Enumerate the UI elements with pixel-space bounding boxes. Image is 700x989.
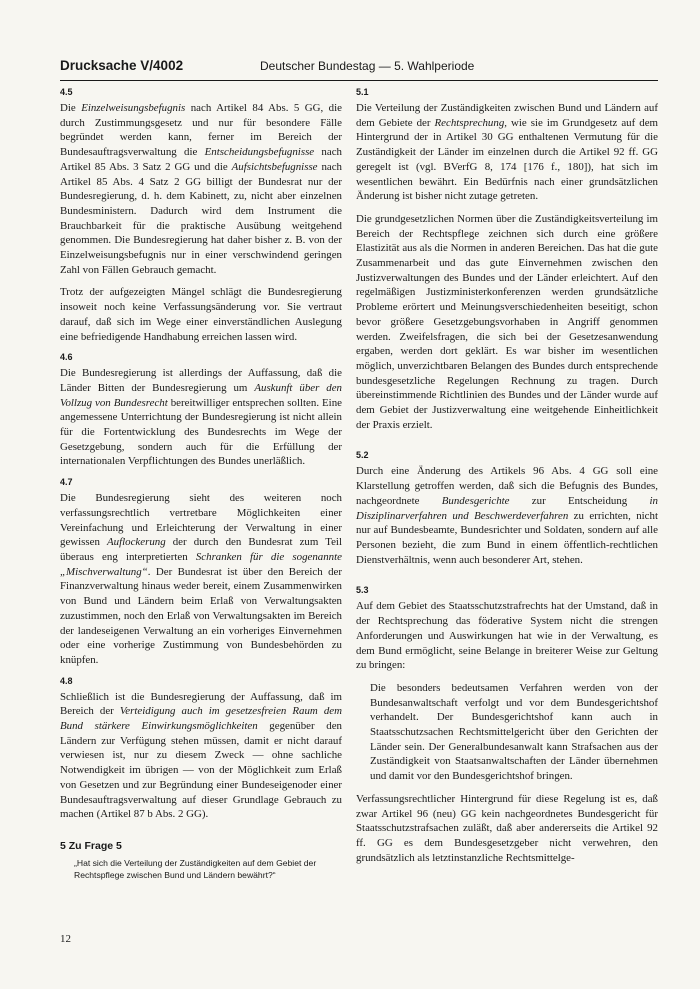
paragraph-5-1-1: Die Verteilung der Zuständigkeiten zwischen Bund und Ländern auf dem Gebiete der Rechtsprechung, wie sie im Grundgesetz auf dem Hintergrund der in Artikel 30 GG enthaltenen Vermutung für die Zuständigkeit der Länder im einzelnen durch die Artikel 92 ff. GG geregelt ist (vgl. BVerfG 8, 174 [176 f., 180]), hat sich im wesentlichen bewährt. Ein Bedürfnis nach einer grundsätzlichen Änderung ist bisher nicht zutage getreten. (356, 102, 658, 203)
section-heading-4-5: 4.5 (60, 87, 73, 97)
section-heading-4-6: 4.6 (60, 352, 73, 363)
question-quote: „Hat sich die Verteilung der Zuständigkeiten auf dem Gebiet der Rechtspflege zwischen Bund und Ländern bewährt?“ (74, 857, 317, 880)
page-number: 12 (60, 933, 71, 945)
document-number: Drucksache V/4002 (60, 58, 184, 73)
section-heading-4-7: 4.7 (60, 477, 73, 488)
section-heading-5-2: 5.2 (356, 450, 369, 461)
paragraph-5-3-1: Auf dem Gebiet des Staatsschutzstrafrechts hat der Umstand, daß in der Rechtsprechung das föderative System nicht die strengen Anforderungen und Auswirkungen hat wie in der Verwaltung, es dem Bund ermöglicht, seine Belange in breiterer Weise zur Geltung zu bringen: (356, 600, 658, 672)
paragraph-5-3-3: Verfassungsrechtlicher Hintergrund für diese Regelung ist es, daß zwar Artikel 96 (neu) GG kein nachgeordnetes Bundesgericht für Staatsschutzstrafsachen zuläßt, daß aber andererseits die Artikel 92 ff. GG es dem Bundesgesetzgeber nicht verwehren, den grundsätzlich als letztinstanzliche Rechtsmittelge- (356, 792, 658, 864)
section-heading-5-3: 5.3 (356, 585, 369, 596)
right-column (356, 87, 658, 873)
paragraph-4-5-2: Trotz der aufgezeigten Mängel schlägt die Bundesregierung insoweit noch keine Verfassungsänderung vor. Sie vertraut darauf, daß sich im Wege einer einverständlichen Auslegung eine befriedigende Handhabung erreichen lassen wird. (60, 286, 342, 343)
publisher-line: Deutscher Bundestag — 5. Wahlperiode (260, 59, 475, 73)
paragraph-4-5-1: Die Einzelweisungsbefugnis nach Artikel 84 Abs. 5 GG, die durch Zustimmungsgesetz und nur für besondere Fälle begründet werden kann, ferner im Bereich der Bundesauftragsverwaltung die Entscheidungsbefugnisse nach Artikel 85 Abs. 3 Satz 2 GG und die Aufsichtsbefugnisse nach Artikel 85 Abs. 4 Satz 2 GG billigt der Bundesrat nur der Bundesregierung, d. h. dem Kabinett, zu, nicht aber einzelnen Bundesministern. Dadurch wird dem Instrument die Brauchbarkeit für die praktische Ausübung weitgehend genommen. Die Bundesregierung hat daher bisher z. B. von der Einzelweisungsbefugnis nur in einer verschwindend geringen Zahl von Fällen Gebrauch gemacht. (60, 102, 342, 276)
paragraph-5-2-1: Durch eine Änderung des Artikels 96 Abs. 4 GG soll eine Klarstellung getroffen werden, daß sich die Befugnis des Bundes, nachgeordnete Bundesgerichte zur Entscheidung in Disziplinarverfahren und Beschwerdeverfahren zu errichten, nicht nur auf Bundesbeamte, Bundesrichter und Soldaten, sondern auf alle Personen bezieht, die zum Bund in einem öffentlich-rechtlichen Dienstverhältnis, wenn auch besonderer Art, stehen. (356, 465, 658, 566)
section-heading-4-8: 4.8 (60, 675, 73, 686)
section-heading-5: 5 Zu Frage 5 (60, 839, 122, 852)
paragraph-4-7-1: Die Bundesregierung sieht des weiteren noch verfassungsrechtlich vertretbare Möglichkeiten einer Vereinfachung und Erleichterung der Verwaltung in einer gewissen Auflockerung der durch den Bundesrat zum Teil überaus eng interpretierten Schranken für die sogenannte „Mischverwaltung“. Der Bundesrat ist über den Bereich der Finanzverwaltung hinaus weder bereit, einem Zusammenwirken von Bund und Ländern beim Erlaß von Verwaltungsakten zuzustimmen, noch den Erlaß von Verwaltungsakten im Bereich der landeseigenen Verwaltung an ein vorheriges Einvernehmen oder eine vorherige Zustimmung von Bundesbehörden zu knüpfen. (60, 492, 342, 666)
section-heading-5-1: 5.1 (356, 87, 369, 97)
paragraph-4-8-1: Schließlich ist die Bundesregierung der Auffassung, daß im Bereich der Verteidigung auch im gesetzesfreien Raum dem Bund stärkere Einwirkungsmöglichkeiten gegenüber den Ländern zur Verfügung stehen müssen, damit er nicht darauf verwiesen ist, nur zu diesem Zweck — ohne sachliche Notwendigkeit im übrigen — von der Möglichkeit zum Erlaß von Gesetzen und zur Begründung einer Bundeseigenoder einer Bundesauftragsverwaltung auf dieser Grundlage Gebrauch zu machen (Artikel 87 b Abs. 2 GG). (60, 690, 342, 821)
page-header (60, 58, 658, 81)
paragraph-5-3-2: Die besonders bedeutsamen Verfahren werden von der Bundesanwaltschaft verfolgt und vor dem Bundesgerichtshof verhandelt. Der Bundesgerichtshof kann auch in Staatsschutzsachen Rechtsmittelgericht über den Gerichten der Länder sein. Der Generalbundesanwalt kann Strafsachen aus der Zuständigkeit von Staatsanwaltschaften der Länder übernehmen und damit vor den Bundesgerichtshof bringen. (370, 681, 658, 783)
paragraph-5-1-2: Die grundgesetzlichen Normen über die Zuständigkeitsverteilung im Bereich der Rechtspflege zeichnen sich durch eine größere Elastizität aus als die Normen in anderen Bereichen. Das hat die gute Zusammenarbeit und das gute Einvernehmen zwischen den Justizverwaltungen des Bundes und der Länder erleichtert. Auf den regelmäßigen Justizministerkonferenzen werden grundsätzliche Probleme erörtert und Meinungsverschiedenheiten beseitigt, schon bevor größere Gesetzgebungsvorhaben in Angriff genommen werden. Zweifelsfragen, die sich bei der Gesetzesanwendung ergaben, werden dort geklärt. Es war bisher im wesentlichen möglich, unverzichtbaren Belangen des Bundes durch entsprechende bundesgesetzliche Regelungen Rechnung zu tragen. Durch übereinstimmende Richtlinien des Bundes und der Länder wurde auf dem Gebiet der Justizverwaltung eine weitgehende Einheitlichkeit der Praxis erzielt. (356, 212, 658, 431)
paragraph-4-6-1: Die Bundesregierung ist allerdings der Auffassung, daß die Länder Bitten der Bundesregierung um Auskunft über den Vollzug von Bundesrecht bereitwilliger entsprechen sollten. Eine angemessene Unterrichtung der Bundesregierung ist nicht allein für die Fortentwicklung des Bundesrechts im Wege der Gesetzgebung, sondern auch für die Erfüllung der internationalen Verpflichtungen des Bundes unerläßlich. (60, 367, 343, 468)
left-column (60, 87, 342, 889)
